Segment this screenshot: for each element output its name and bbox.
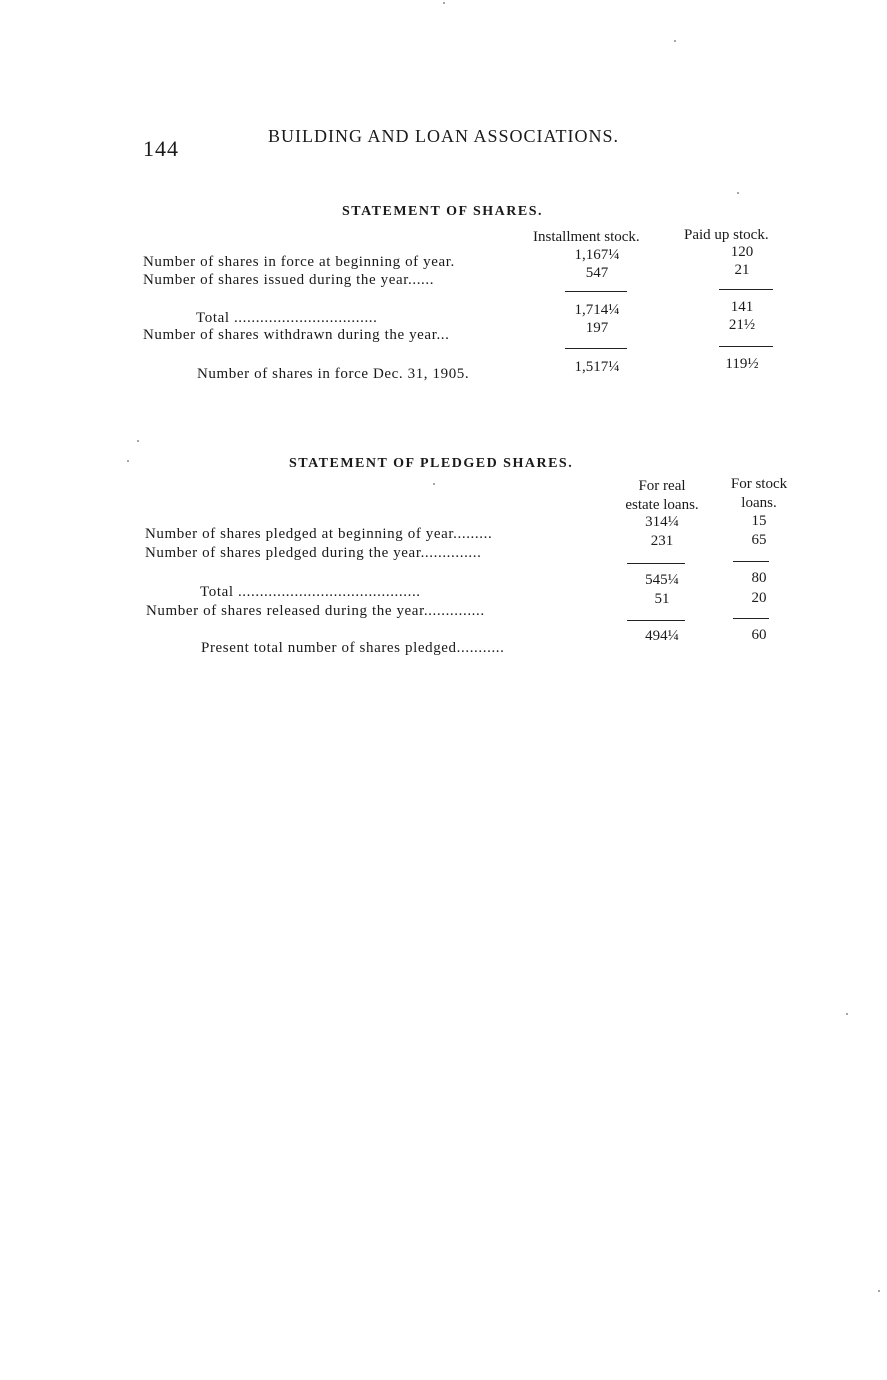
- shares-row-paid-up: 21: [734, 262, 750, 278]
- subtotal-rule: [719, 289, 773, 290]
- pledged-row-label: Number of shares pledged at beginning of year.........: [145, 526, 493, 542]
- col-head-stock-loans-line1: For stock: [730, 476, 788, 492]
- pledged-row-label: Present total number of shares pledged...........: [201, 640, 505, 656]
- pledged-row-stock: 60: [751, 627, 767, 643]
- shares-row-paid-up: 141: [730, 299, 754, 315]
- shares-row-installment: 547: [585, 265, 609, 281]
- col-head-real-estate-line2: estate loans.: [625, 497, 699, 513]
- shares-row-paid-up: 119½: [725, 356, 759, 372]
- pledged-row-stock: 20: [751, 590, 767, 606]
- shares-row-label: Number of shares withdrawn during the year...: [143, 327, 450, 343]
- col-head-stock-loans-line2: loans.: [741, 495, 777, 511]
- running-title: BUILDING AND LOAN ASSOCIATIONS.: [268, 126, 620, 146]
- shares-row-installment: 1,167¼: [574, 247, 620, 263]
- shares-row-paid-up: 120: [730, 244, 754, 260]
- shares-row-label: Number of shares issued during the year......: [143, 272, 435, 288]
- scan-speck: [433, 483, 435, 485]
- page-number: 144: [143, 136, 179, 161]
- pledged-row-label: Number of shares released during the year..............: [146, 603, 485, 619]
- col-head-paid-up: Paid up stock.: [684, 227, 769, 243]
- subtotal-rule: [627, 620, 685, 621]
- pledged-row-real-estate: 314¼: [645, 514, 679, 530]
- shares-row-label: Total .................................: [196, 310, 378, 326]
- scan-speck: [846, 1013, 848, 1015]
- shares-title: STATEMENT OF SHARES.: [342, 204, 544, 219]
- scan-speck: [674, 40, 676, 42]
- shares-row-paid-up: 21½: [728, 317, 756, 333]
- pledged-row-label: Number of shares pledged during the year..............: [145, 545, 482, 561]
- scan-speck: [127, 460, 129, 462]
- pledged-row-real-estate: 231: [650, 533, 674, 549]
- pledged-row-label: Total ..........................................: [200, 584, 421, 600]
- shares-row-label: Number of shares in force Dec. 31, 1905.: [197, 366, 470, 382]
- subtotal-rule: [719, 346, 773, 347]
- col-head-real-estate-line1: For real: [638, 478, 686, 494]
- subtotal-rule: [565, 348, 627, 349]
- shares-row-installment: 1,714¼: [574, 302, 620, 318]
- subtotal-rule: [733, 561, 769, 562]
- scan-speck: [878, 1290, 880, 1292]
- shares-row-installment: 1,517¼: [574, 359, 620, 375]
- col-head-installment: Installment stock.: [533, 229, 640, 245]
- scan-speck: [137, 440, 139, 442]
- pledged-row-real-estate: 494¼: [645, 628, 679, 644]
- col-head-real-estate: [612, 477, 712, 515]
- pledged-row-stock: 65: [751, 532, 767, 548]
- subtotal-rule: [565, 291, 627, 292]
- scan-speck: [737, 192, 739, 194]
- pledged-row-stock: 15: [751, 513, 767, 529]
- shares-row-installment: 197: [585, 320, 609, 336]
- shares-row-label: Number of shares in force at beginning of year.: [143, 254, 455, 270]
- pledged-title: STATEMENT OF PLEDGED SHARES.: [289, 456, 574, 471]
- col-head-stock-loans: [716, 475, 802, 513]
- subtotal-rule: [733, 618, 769, 619]
- pledged-row-real-estate: 545¼: [645, 572, 679, 588]
- subtotal-rule: [627, 563, 685, 564]
- pledged-row-real-estate: 51: [654, 591, 670, 607]
- scan-speck: [443, 2, 445, 4]
- pledged-row-stock: 80: [751, 570, 767, 586]
